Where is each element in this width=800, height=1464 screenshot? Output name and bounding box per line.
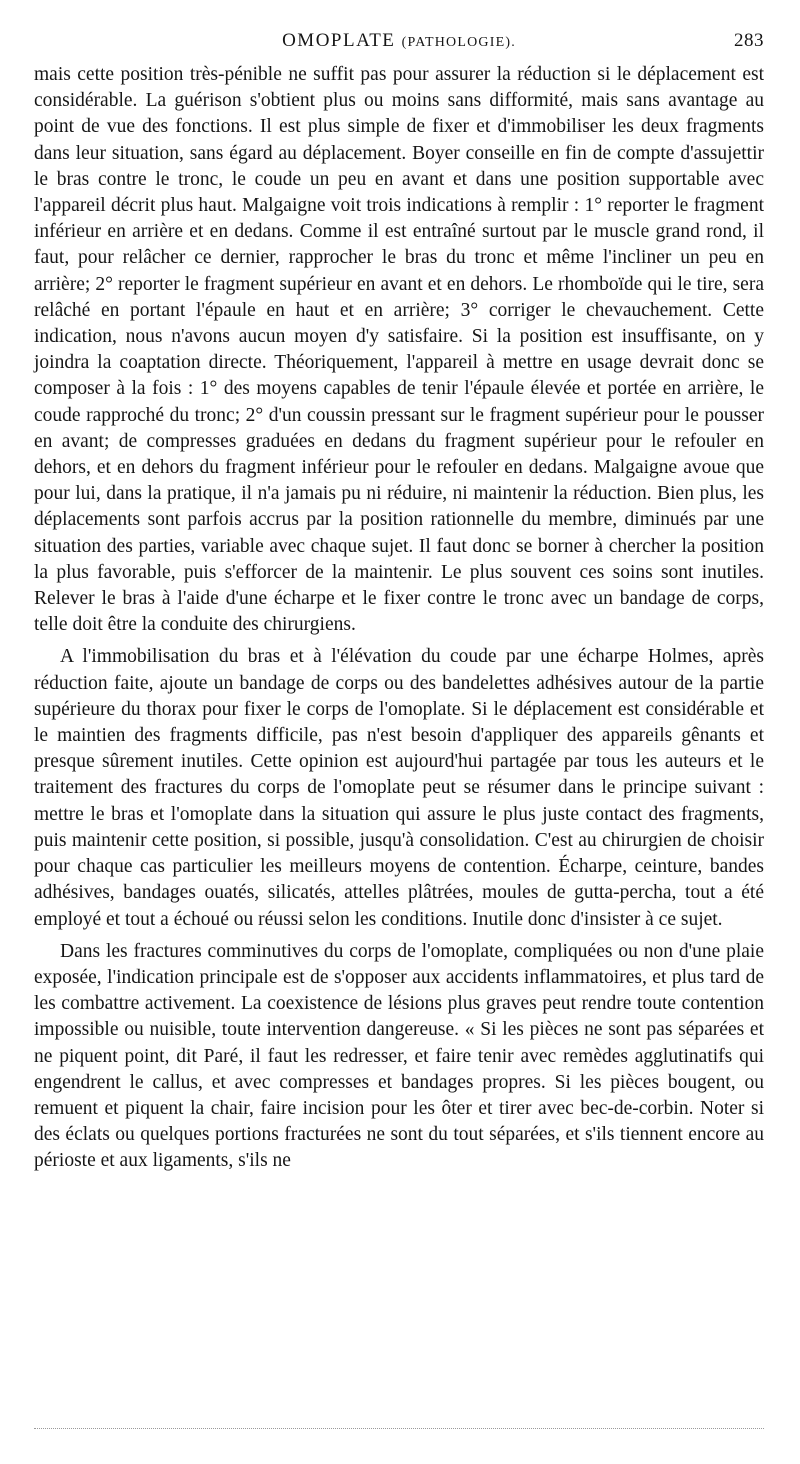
running-head: [34, 26, 764, 60]
running-title-sub: (PATHOLOGIE).: [401, 35, 516, 50]
running-title: [34, 30, 764, 52]
paragraph-holmes: A l'immobilisation du bras et à l'élévation du coude par une écharpe Holmes, après réduction faite, ajoute un bandage de corps ou des bandelettes adhésives autour de la partie supérieure du thorax pour fixer le corps de l'omoplate. Si le déplacement est considérable et le maintien des fragments difficile, pas n'est besoin d'appliquer des appareils gênants et presque sûrement inutiles. Cette opinion est aujourd'hui partagée par tous les auteurs et le traitement des fractures du corps de l'omoplate peut se résumer dans le principe suivant : mettre le bras et l'omoplate dans la situation qui assure le plus juste contact des fragments, puis maintenir cette position, si possible, jusqu'à consolidation. C'est au chirurgien de choisir pour chaque cas particulier les meilleurs moyens de contention. Écharpe, ceinture, bandes adhésives, bandages ouatés, silicatés, attelles plâtrées, moules de gutta-percha, tout a été employé et tout a échoué ou réussi selon les conditions. Inutile donc d'insister à ce sujet.: [34, 646, 764, 930]
paragraph-comminutive-fractures: Dans les fractures comminutives du corps de l'omoplate, compliquées ou non d'une plaie exposée, l'indication principale est de s'opposer aux accidents inflammatoires, et plus tard de les combattre activement. La coexistence de lésions plus graves peut rendre toute contention impossible ou nuisible, toute intervention dangereuse. « Si les pièces ne sont pas séparées et ne piquent point, dit Paré, il faut les redresser, et faire tenir avec remèdes agglutinatifs qui engendrent le callus, et avec compresses et bandages propres. Si les pièces bougent, ou remuent et piquent la chair, faire incision pour les ôter et tirer avec bec-de-corbin. Noter si des éclats ou quelques portions fracturées ne sont du tout séparées, et s'ils tiennent encore au périoste et aux ligaments, s'ils ne: [34, 940, 764, 1172]
footer-dotted-rule: [34, 1428, 764, 1429]
body-text: [34, 62, 764, 1175]
running-title-main: OMOPLATE: [282, 30, 396, 51]
book-page: [34, 26, 764, 1181]
page-number: 283: [734, 30, 764, 51]
paragraph-continued: mais cette position très-pénible ne suffit pas pour assurer la réduction si le déplacement est considérable. La guérison s'obtient plus ou moins sans difformité, mais sans avantage au point de vue des fonctions. Il est plus simple de fixer et d'immobiliser les deux fragments dans leur situation, sans égard au déplacement. Boyer conseille en fin de compte d'assujettir le bras contre le tronc, le coude un peu en avant et dans une position supportable avec l'appareil décrit plus haut. Malgaigne voit trois indications à remplir : 1° reporter le fragment inférieur en arrière et en dedans. Comme il est entraîné surtout par le muscle grand rond, il faut, pour relâcher ce dernier, rapprocher le bras du tronc et même l'incliner un peu en arrière; 2° reporter le fragment supérieur en avant et en dehors. Le rhomboïde qui le tire, sera relâché en portant l'épaule en haut et en arrière; 3° corriger le chevauchement. Cette indication, nous n'avons aucun moyen d'y satisfaire. Si la position est insuffisante, on y joindra la coaptation directe. Théoriquement, l'appareil à mettre en usage devrait donc se composer à la fois : 1° des moyens capables de tenir l'épaule élevée et portée en arrière, le coude rapproché du tronc; 2° d'un coussin pressant sur le fragment supérieur pour le pousser en avant; de compresses graduées en dedans du fragment supérieur pour le refouler en dehors, et en dehors du fragment inférieur pour le refouler en dedans. Malgaigne avoue que pour lui, dans la pratique, il n'a jamais pu ni réduire, ni maintenir la réduction. Bien plus, les déplacements sont parfois accrus par la position rationnelle du membre, diminués par une situation des parties, variable avec chaque sujet. Il faut donc se borner à chercher la position la plus favorable, puis s'efforcer de la maintenir. Le plus souvent ces soins sont inutiles. Relever le bras à l'aide d'une écharpe et le fixer contre le tronc avec un bandage de corps, telle doit être la conduite des chirurgiens.: [34, 64, 764, 636]
